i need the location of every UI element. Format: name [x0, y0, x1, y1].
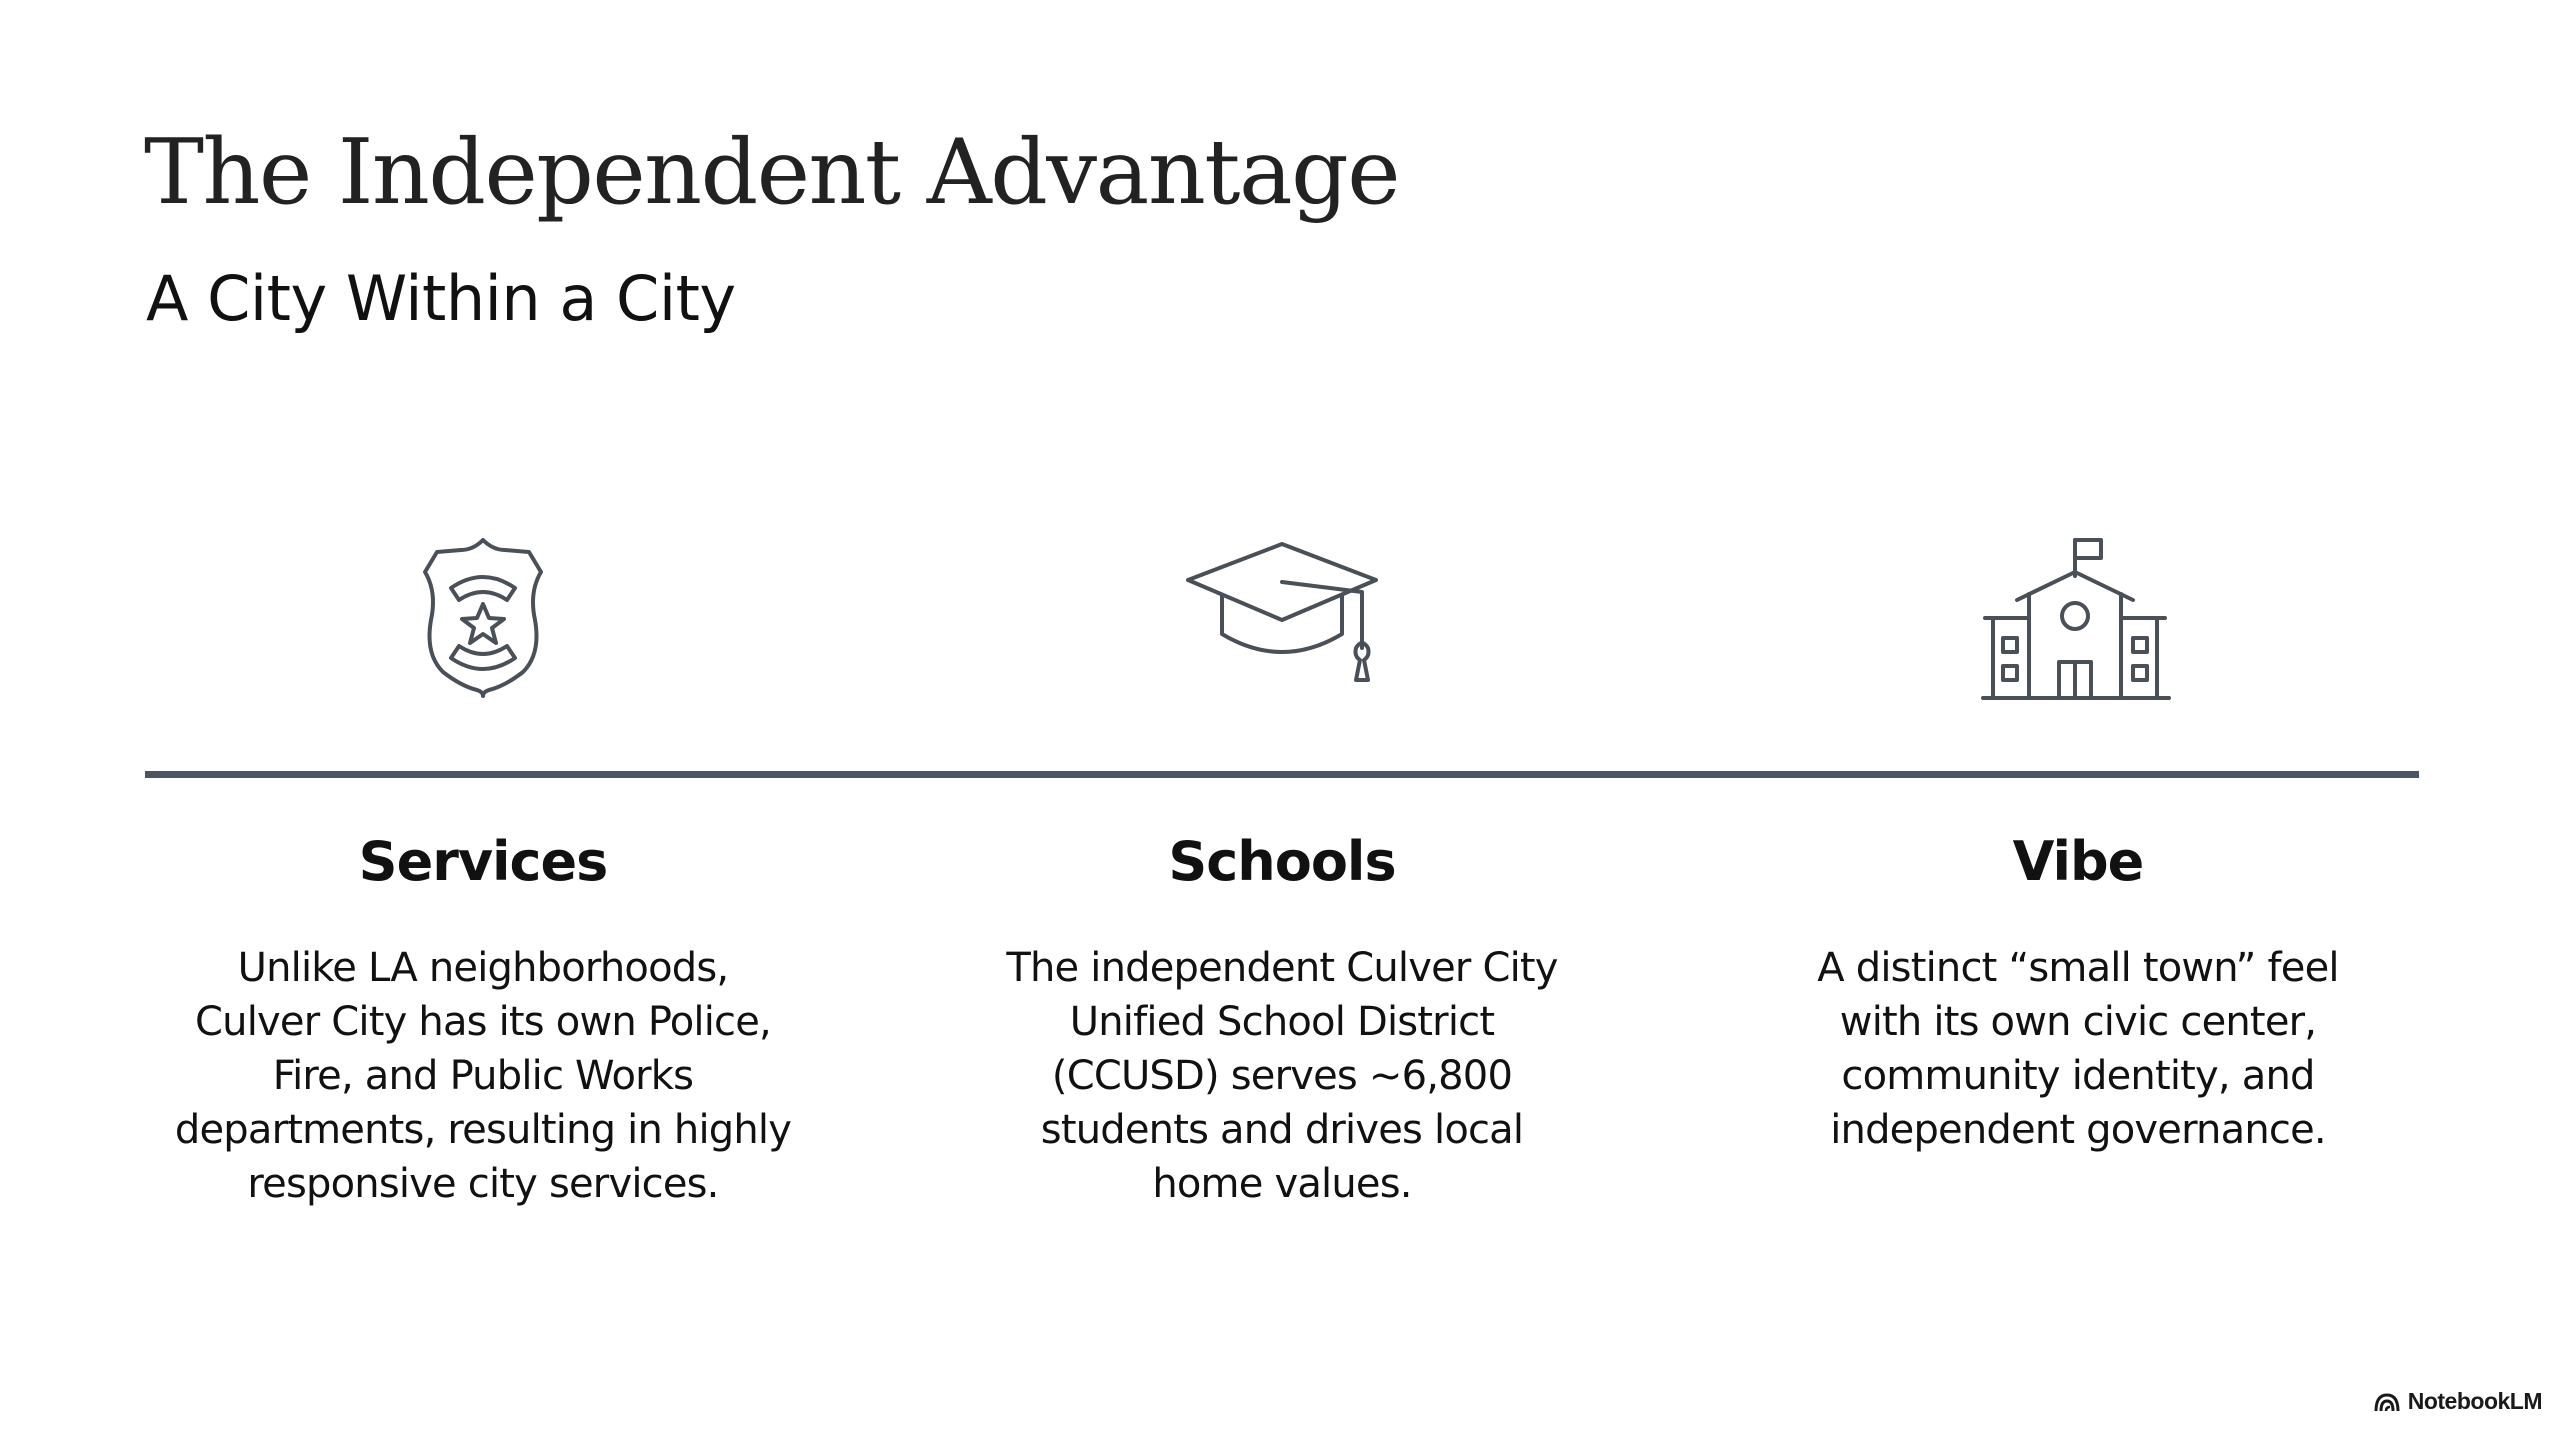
notebooklm-logo-icon: [2374, 1392, 2400, 1412]
body-line: Fire, and Public Works: [272, 1052, 694, 1099]
school-building-icon: [1967, 520, 2187, 710]
body-line: The independent Culver City: [1006, 944, 1558, 991]
section-divider: [145, 771, 2419, 778]
column-heading: Schools: [1168, 830, 1396, 893]
body-line: Unlike LA neighborhoods,: [237, 944, 729, 991]
notebooklm-watermark: [2374, 1388, 2542, 1415]
slide-subtitle: A City Within a City: [146, 262, 736, 335]
slide-title: The Independent Advantage: [144, 120, 1399, 225]
body-line: departments, resulting in highly: [174, 1106, 792, 1153]
column-heading: Vibe: [2012, 830, 2144, 893]
watermark-label: NotebookLM: [2407, 1388, 2542, 1414]
column-schools: [922, 830, 1642, 1211]
column-services: [123, 830, 843, 1211]
body-line: community identity, and: [1841, 1052, 2315, 1099]
body-line: A distinct “small town” feel: [1817, 944, 2339, 991]
column-vibe: [1718, 830, 2438, 1157]
body-line: Unified School District: [1069, 998, 1495, 1045]
body-line: home values.: [1152, 1160, 1412, 1207]
police-badge-icon: [373, 520, 593, 710]
body-line: (CCUSD) serves ~6,800: [1051, 1052, 1513, 1099]
column-body: [123, 941, 843, 1211]
column-body: [922, 941, 1642, 1211]
body-line: with its own civic center,: [1839, 998, 2317, 1045]
body-line: responsive city services.: [247, 1160, 719, 1207]
graduation-cap-icon: [1172, 520, 1392, 710]
column-heading: Services: [358, 830, 608, 893]
body-line: students and drives local: [1040, 1106, 1524, 1153]
column-body: [1718, 941, 2438, 1157]
body-line: Culver City has its own Police,: [195, 998, 771, 1045]
body-line: independent governance.: [1830, 1106, 2326, 1153]
